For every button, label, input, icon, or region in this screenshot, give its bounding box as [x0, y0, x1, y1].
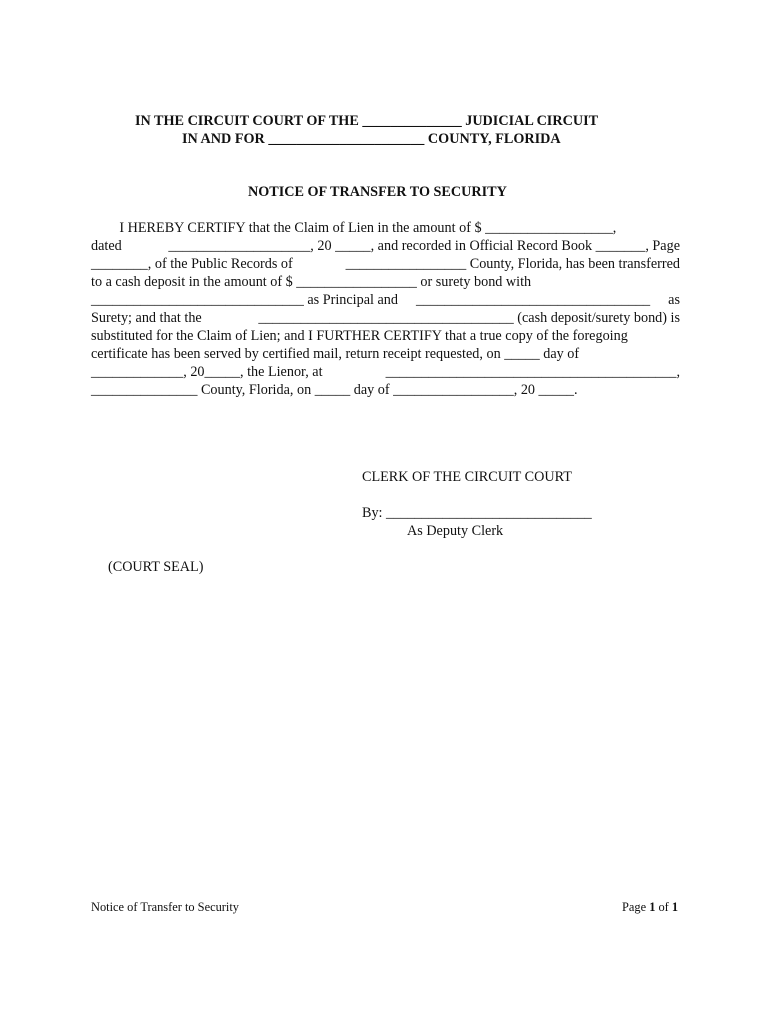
- page-number: [622, 898, 678, 916]
- page-total: 1: [671, 900, 679, 914]
- body-text: _________________ County, Florida, has been transferred: [345, 256, 680, 272]
- page-prefix: Page: [622, 900, 650, 914]
- document-title: NOTICE OF TRANSFER TO SECURITY: [248, 184, 507, 200]
- body-text: ____________________________________ (cash deposit/surety bond) is: [258, 310, 680, 326]
- body-line-6: [91, 309, 680, 327]
- body-text: ______________________________ as Principal and: [91, 292, 398, 308]
- heading-text: COUNTY, FLORIDA: [427, 131, 561, 147]
- body-text: Surety; and that the: [91, 310, 202, 326]
- body-line-8: certificate has been served by certified mail, return receipt requested, on _____ day of: [91, 346, 580, 362]
- body-line-4: to a cash deposit in the amount of $ _________________ or surety bond with: [91, 274, 532, 290]
- heading-text: IN AND FOR: [182, 131, 265, 147]
- body-text: _________________________________: [416, 292, 651, 308]
- body-line-3: [91, 255, 680, 273]
- signature-line: By: _____________________________: [362, 505, 592, 521]
- judicial-circuit-blank: ______________: [362, 113, 462, 129]
- body-text: dated: [91, 238, 122, 254]
- body-text: ________, of the Public Records of: [91, 256, 293, 272]
- body-line-10: _______________ County, Florida, on _____ day of _________________, 20 _____.: [91, 382, 578, 398]
- heading-text: JUDICIAL CIRCUIT: [465, 113, 599, 129]
- body-text: ____________________, 20 _____, and recorded in Official Record Book _______, Page: [168, 238, 680, 254]
- page-of: of: [655, 900, 672, 914]
- body-line-1: I HEREBY CERTIFY that the Claim of Lien in the amount of $ __________________,: [91, 220, 617, 236]
- court-seal-label: (COURT SEAL): [108, 559, 204, 575]
- body-text: _________________________________________,: [385, 364, 680, 380]
- body-line-9: [91, 363, 680, 381]
- body-line-2: [91, 237, 680, 255]
- body-text: as: [668, 292, 680, 308]
- deputy-clerk-label: As Deputy Clerk: [407, 523, 504, 539]
- clerk-title: CLERK OF THE CIRCUIT COURT: [362, 469, 572, 485]
- page-current: 1: [649, 900, 656, 914]
- body-text: _____________, 20_____, the Lienor, at: [91, 364, 323, 380]
- body-line-5: [91, 291, 680, 309]
- body-line-7: substituted for the Claim of Lien; and I FURTHER CERTIFY that a true copy of the foregoing: [91, 328, 628, 344]
- footer-title: Notice of Transfer to Security: [91, 900, 239, 914]
- county-blank: ______________________: [268, 131, 425, 147]
- court-heading-line2: [182, 130, 561, 148]
- heading-text: IN THE CIRCUIT COURT OF THE: [135, 113, 359, 129]
- court-heading-line1: [135, 112, 598, 130]
